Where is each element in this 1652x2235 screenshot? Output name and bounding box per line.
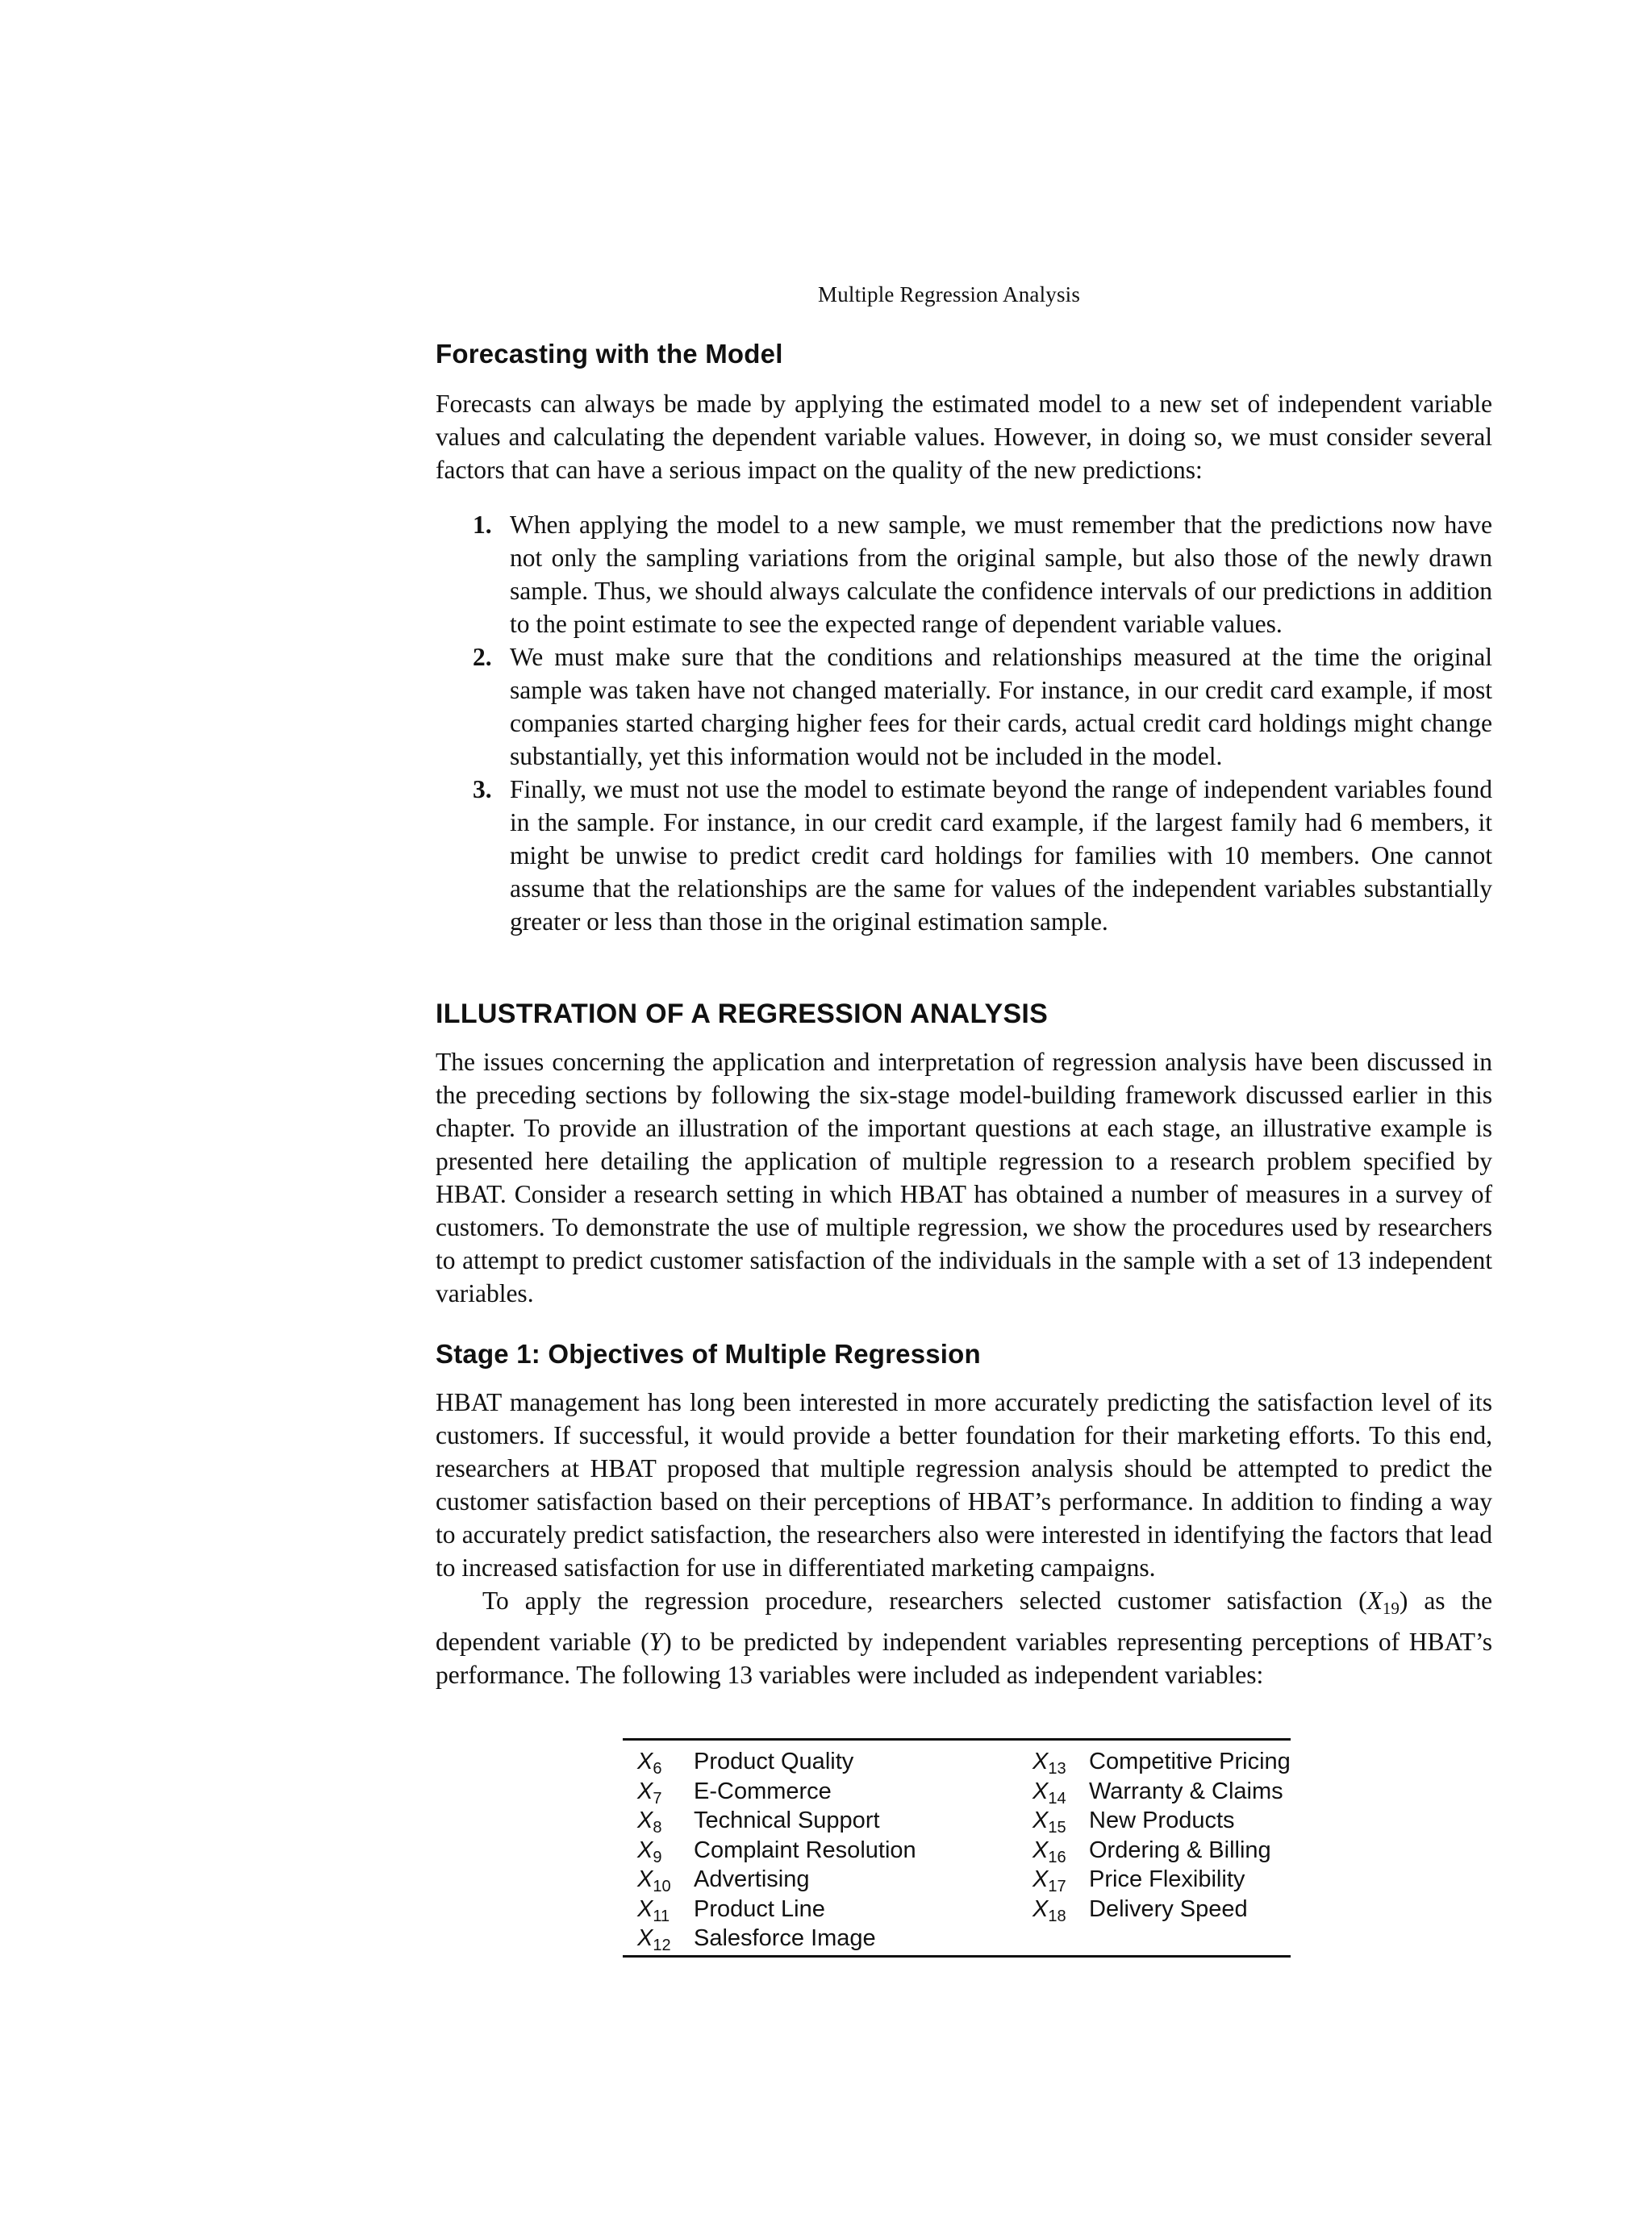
factor-item-2 [473,640,1492,773]
variable-symbol [1032,1895,1089,1932]
variable-letter: X [637,1808,653,1833]
stage1-heading: Stage 1: Objectives of Multiple Regression [436,1339,981,1369]
variable-label: Ordering & Billing [1089,1837,1271,1863]
variable-label: Salesforce Image [694,1925,876,1951]
stage1-paragraph-2 [436,1584,1492,1691]
variable-label: Complaint Resolution [694,1837,916,1863]
stage1-body [436,1386,1492,1691]
variable-subscript: 11 [653,1907,670,1925]
variable-label: Product Quality [694,1749,854,1774]
variable-label: E-Commerce [694,1778,832,1804]
variable-row [637,1806,916,1836]
p2-text-3: ) to be predicted by independent variables representing perceptions of HBAT’s performance. The following 13 variables were included as independent variables: [436,1628,1492,1689]
variable-row [637,1895,916,1924]
stage1-section [436,1339,1492,1370]
illustration-heading: ILLUSTRATION OF A REGRESSION ANALYSIS [436,999,1049,1029]
variable-row [1032,1806,1291,1836]
variable-label: Price Flexibility [1089,1866,1245,1892]
p2-symbol-subscript: 19 [1382,1599,1400,1618]
variable-subscript: 10 [653,1878,671,1895]
factor-number: 3. [473,775,492,803]
variable-symbol [637,1924,694,1961]
variable-row [1032,1895,1291,1924]
variable-row [637,1924,916,1954]
variable-letter: X [1032,1778,1049,1804]
variable-letter: X [637,1866,653,1892]
factor-text: Finally, we must not use the model to estimate beyond the range of independent variables found in the sample. For instance, in our credit card example, if the largest family had 6 members, it might be unwise to predict credit card holdings for families with 10 members. One cannot assume that the relationships are the same for values of the independent variables substantially greater or less than those in the original estimation sample. [510,775,1492,936]
variable-subscript: 6 [653,1760,662,1778]
variable-label: Competitive Pricing [1089,1749,1291,1774]
variable-label: New Products [1089,1808,1235,1833]
variable-label: Warranty & Claims [1089,1778,1283,1804]
variable-label: Technical Support [694,1808,880,1833]
illustration-paragraph: The issues concerning the application and interpretation of regression analysis have been discussed in the preceding sections by following the six-stage model-building framework discussed earlier in this chapter. To provide an illustration of the important questions at each stage, an illustrative example is presented here detailing the application of multiple regression to a research problem specified by HBAT. Consider a research setting in which HBAT has obtained a number of measures in a survey of customers. To demonstrate the use of multiple regression, we show the procedures used by researchers to attempt to predict customer satisfaction of the individuals in the sample with a set of 13 independent variables. [436,1048,1492,1307]
p2-text-1: To apply the regression procedure, researchers selected customer satisfaction ( [482,1587,1367,1615]
variable-subscript: 14 [1048,1789,1066,1808]
variables-left-column [637,1747,916,1954]
variable-subscript: 17 [1048,1878,1066,1895]
variable-letter: X [637,1837,653,1863]
variable-subscript: 16 [1048,1848,1066,1866]
factor-number: 1. [473,511,492,539]
forecasting-heading: Forecasting with the Model [436,339,783,369]
variable-subscript: 8 [653,1819,662,1837]
p2-symbol-x19 [1366,1587,1400,1618]
variables-table [623,1738,1291,1958]
variable-row [1032,1836,1291,1866]
p2-symbol-y: Y [649,1628,664,1656]
illustration-section [436,999,1492,1030]
stage1-paragraph-1: HBAT management has long been interested in more accurately predicting the satisfaction level of its customers. If successful, it would provide a better foundation for their marketing efforts. To this end, researchers at HBAT proposed that multiple regression analysis should be attempted to predict the customer satisfaction based on their perceptions of HBAT’s performance. In addition to finding a way to accurately predict satisfaction, the researchers also were interested in identifying the factors that lead to increased satisfaction for use in differentiated marketing campaigns. [436,1388,1492,1582]
variable-row [637,1865,916,1895]
variable-row [1032,1777,1291,1807]
variable-letter: X [637,1749,653,1774]
variable-letter: X [637,1925,653,1951]
factor-list-container [473,508,1492,938]
illustration-body [436,1045,1492,1310]
p2-text-2: ) as the dependent variable ( [436,1587,1492,1656]
factor-number: 2. [473,643,492,671]
variable-letter: X [1032,1866,1049,1892]
variable-subscript: 15 [1048,1819,1066,1837]
variable-label: Advertising [694,1866,810,1892]
factor-item-1 [473,508,1492,640]
variable-letter: X [1032,1808,1049,1833]
variable-row [637,1747,916,1777]
variable-label: Delivery Speed [1089,1895,1248,1922]
factor-text: When applying the model to a new sample, we must remember that the predictions now have not only the sampling variations from the original sample, but also those of the newly drawn sample. Thus, we should always calculate the confidence intervals of our predictions in addition to the point estimate to see the expected range of dependent variable values. [510,511,1492,638]
variable-letter: X [1032,1749,1049,1774]
variable-subscript: 18 [1048,1907,1066,1925]
variable-letter: X [637,1895,653,1922]
variables-right-column [1032,1747,1291,1924]
factor-list [473,508,1492,938]
variable-subscript: 12 [653,1937,671,1954]
variable-subscript: 7 [653,1789,662,1808]
variable-letter: X [1032,1837,1049,1863]
variable-label: Product Line [694,1895,825,1922]
variable-row [1032,1865,1291,1895]
forecasting-body [436,387,1492,486]
forecasting-intro: Forecasts can always be made by applying the estimated model to a new set of independent variable values and calculating the dependent variable values. However, in doing so, we must consider several factors that can have a serious impact on the quality of the new predictions: [436,390,1492,484]
variable-letter: X [1032,1895,1049,1922]
factor-item-3 [473,773,1492,938]
factor-text: We must make sure that the conditions and relationships measured at the time the original sample was taken have not changed materially. For instance, in our credit card example, if most companies started charging higher fees for their cards, actual credit card holdings might change substantially, yet this information would not be included in the model. [510,643,1492,770]
forecasting-section [436,339,1492,369]
variable-letter: X [637,1778,653,1804]
variable-subscript: 13 [1048,1760,1066,1778]
variable-row [637,1777,916,1807]
running-head: Multiple Regression Analysis [818,282,1081,306]
variable-subscript: 9 [653,1848,662,1866]
variable-row [637,1836,916,1866]
variable-row [1032,1747,1291,1777]
p2-symbol-letter: X [1366,1587,1383,1615]
